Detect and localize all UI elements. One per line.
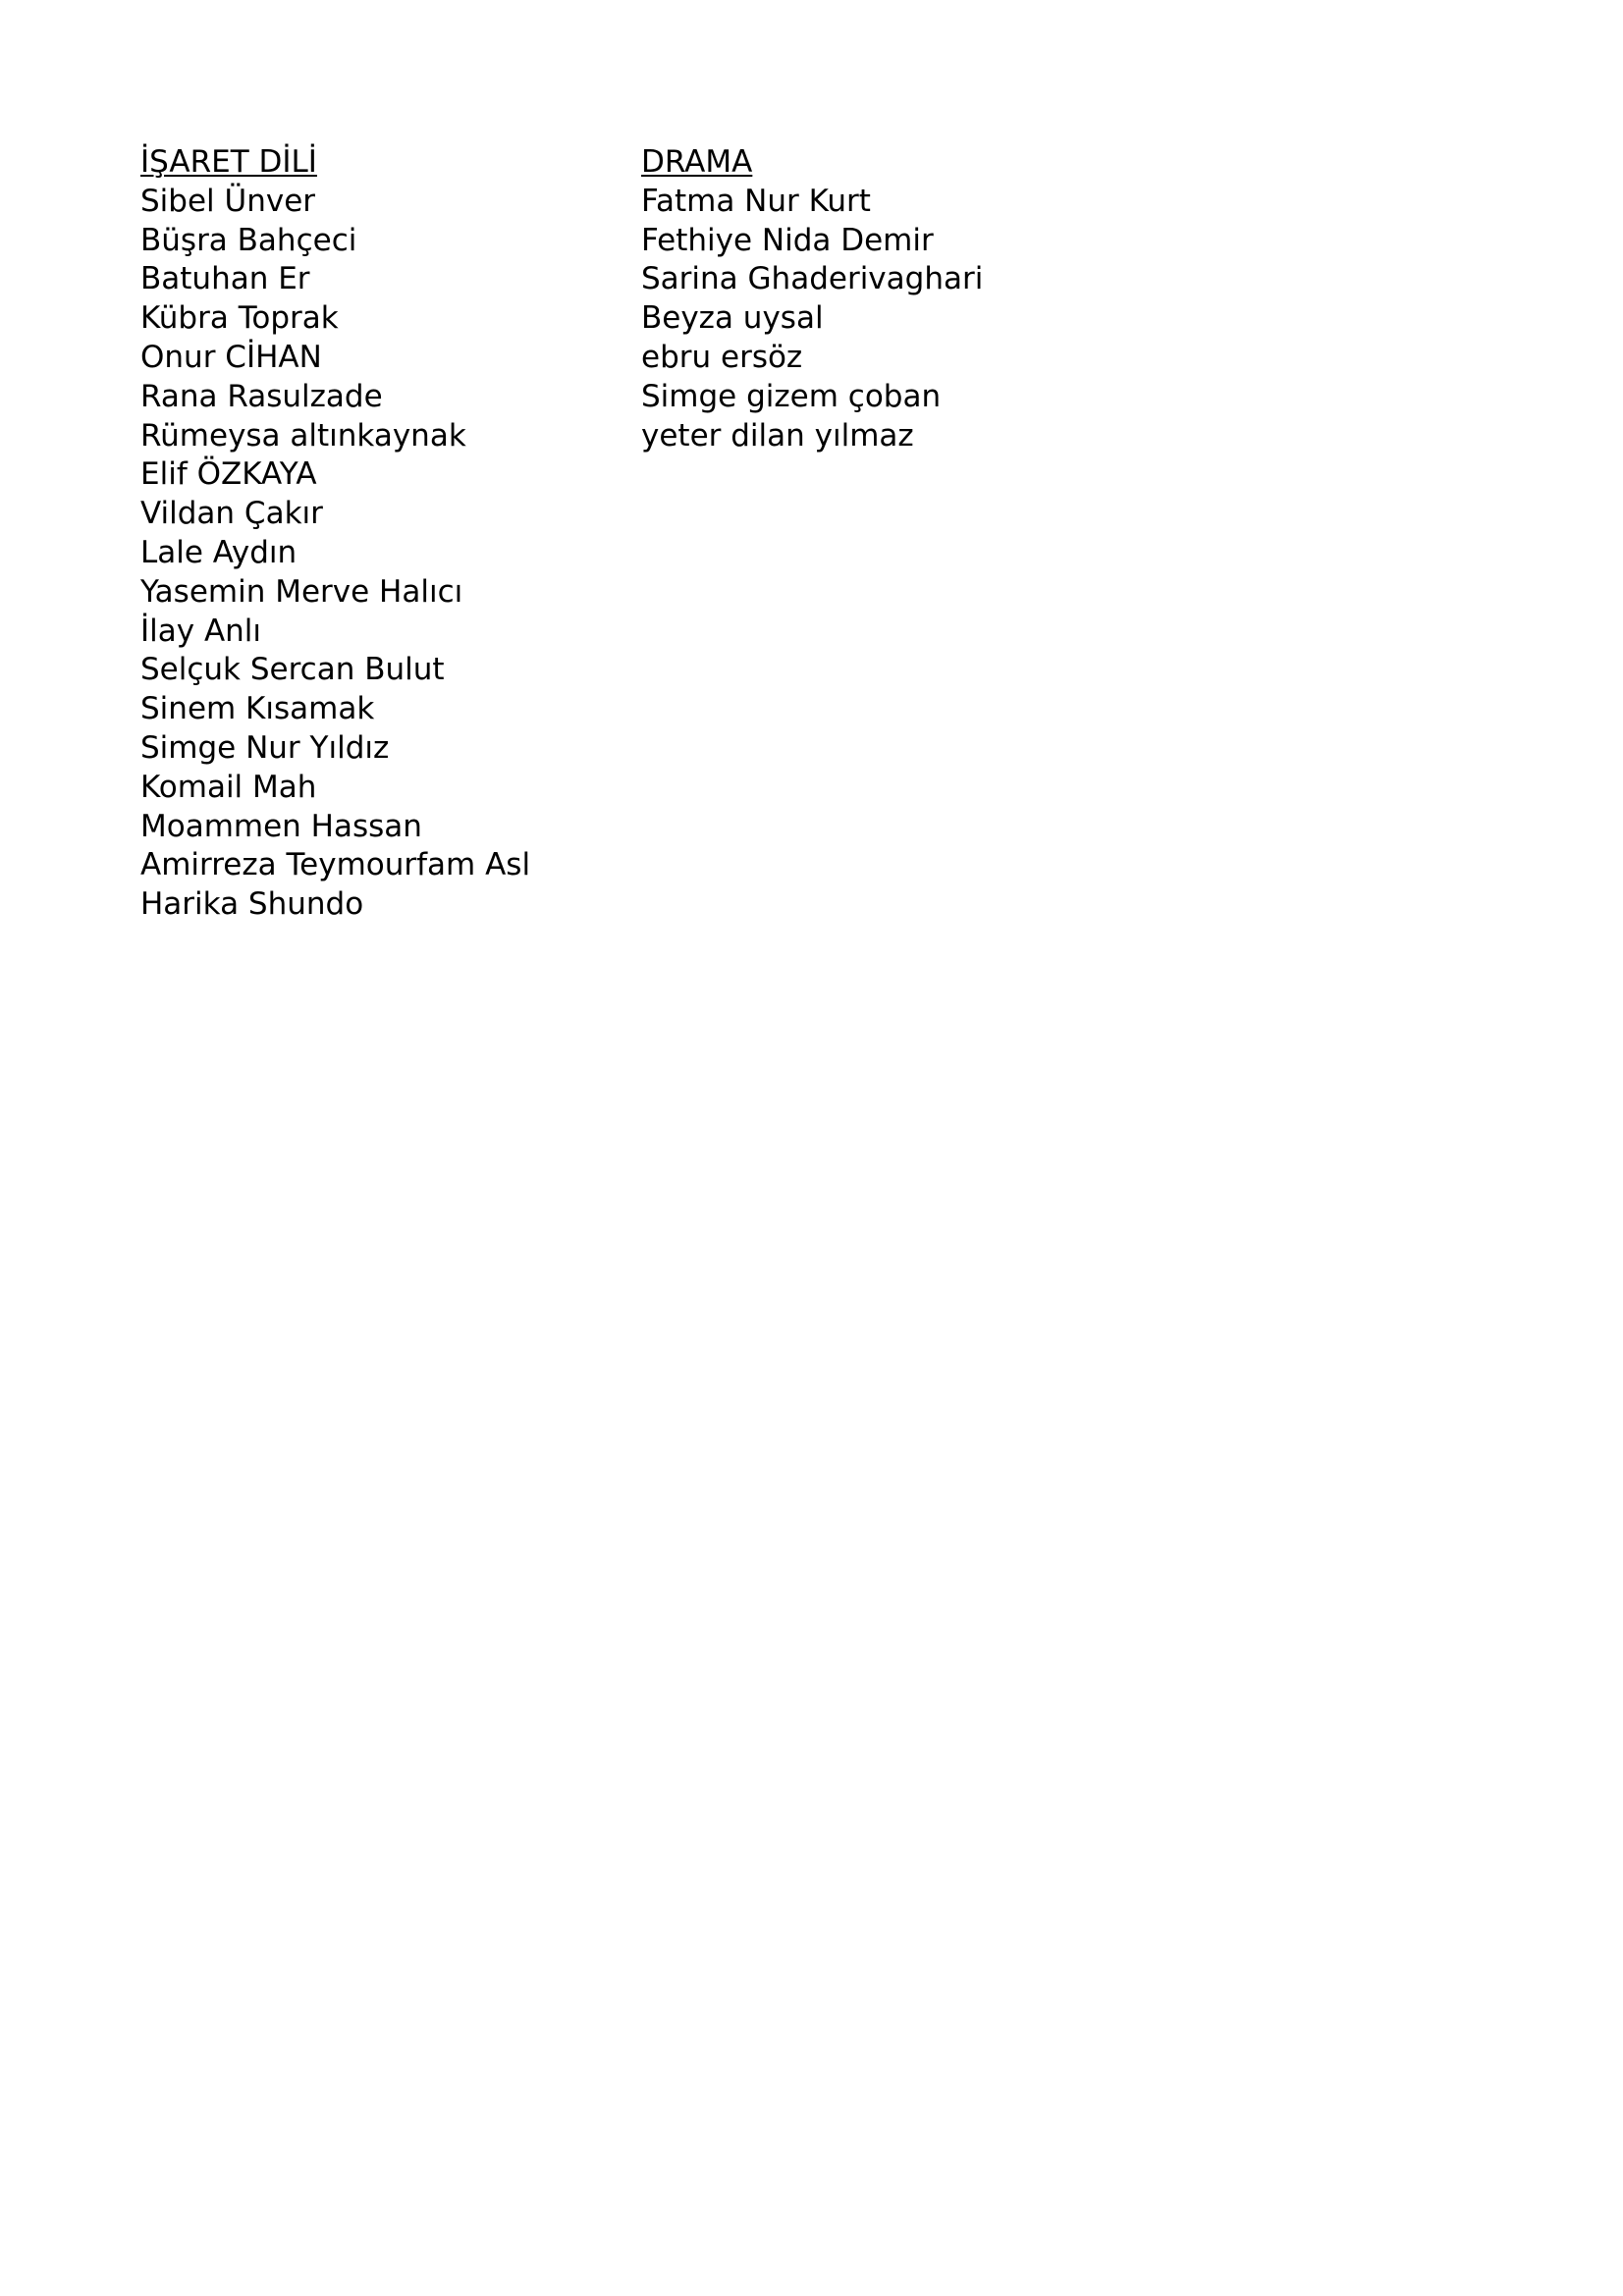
isaret-dili-heading: İŞARET DİLİ	[140, 144, 317, 180]
isaret-dili-name-list	[140, 183, 530, 925]
name-item: Komail Mah	[140, 769, 317, 805]
isaret-dili-section	[140, 143, 530, 925]
name-item: Sarina Ghaderivaghari	[641, 261, 984, 297]
name-item: Elif ÖZKAYA	[140, 456, 317, 493]
name-item: Vildan Çakır	[140, 496, 323, 532]
drama-heading: DRAMA	[641, 144, 753, 180]
name-item: Beyza uysal	[641, 300, 824, 337]
name-item: Kübra Toprak	[140, 300, 339, 337]
name-item: Simge gizem çoban	[641, 378, 942, 414]
name-item: Rümeysa altınkaynak	[140, 417, 466, 454]
name-item: Fethiye Nida Demir	[641, 222, 934, 258]
name-item: Sibel Ünver	[140, 183, 316, 219]
name-item: Moammen Hassan	[140, 808, 422, 844]
name-item: yeter dilan yılmaz	[641, 417, 914, 454]
name-item: İlay Anlı	[140, 613, 262, 649]
name-item: Fatma Nur Kurt	[641, 183, 871, 219]
name-item: Selçuk Sercan Bulut	[140, 652, 445, 688]
name-item: Simge Nur Yıldız	[140, 729, 390, 766]
name-item: Sinem Kısamak	[140, 691, 375, 727]
name-item: Yasemin Merve Halıcı	[140, 573, 463, 610]
name-item: Onur CİHAN	[140, 339, 322, 375]
name-item: Lale Aydın	[140, 534, 298, 570]
name-item: Büşra Bahçeci	[140, 222, 357, 258]
name-item: ebru ersöz	[641, 339, 803, 375]
drama-section	[641, 143, 983, 455]
name-item: Harika Shundo	[140, 886, 364, 923]
drama-name-list	[641, 183, 983, 456]
name-item: Batuhan Er	[140, 261, 310, 297]
name-item: Rana Rasulzade	[140, 378, 383, 414]
name-item: Amirreza Teymourfam Asl	[140, 847, 531, 883]
